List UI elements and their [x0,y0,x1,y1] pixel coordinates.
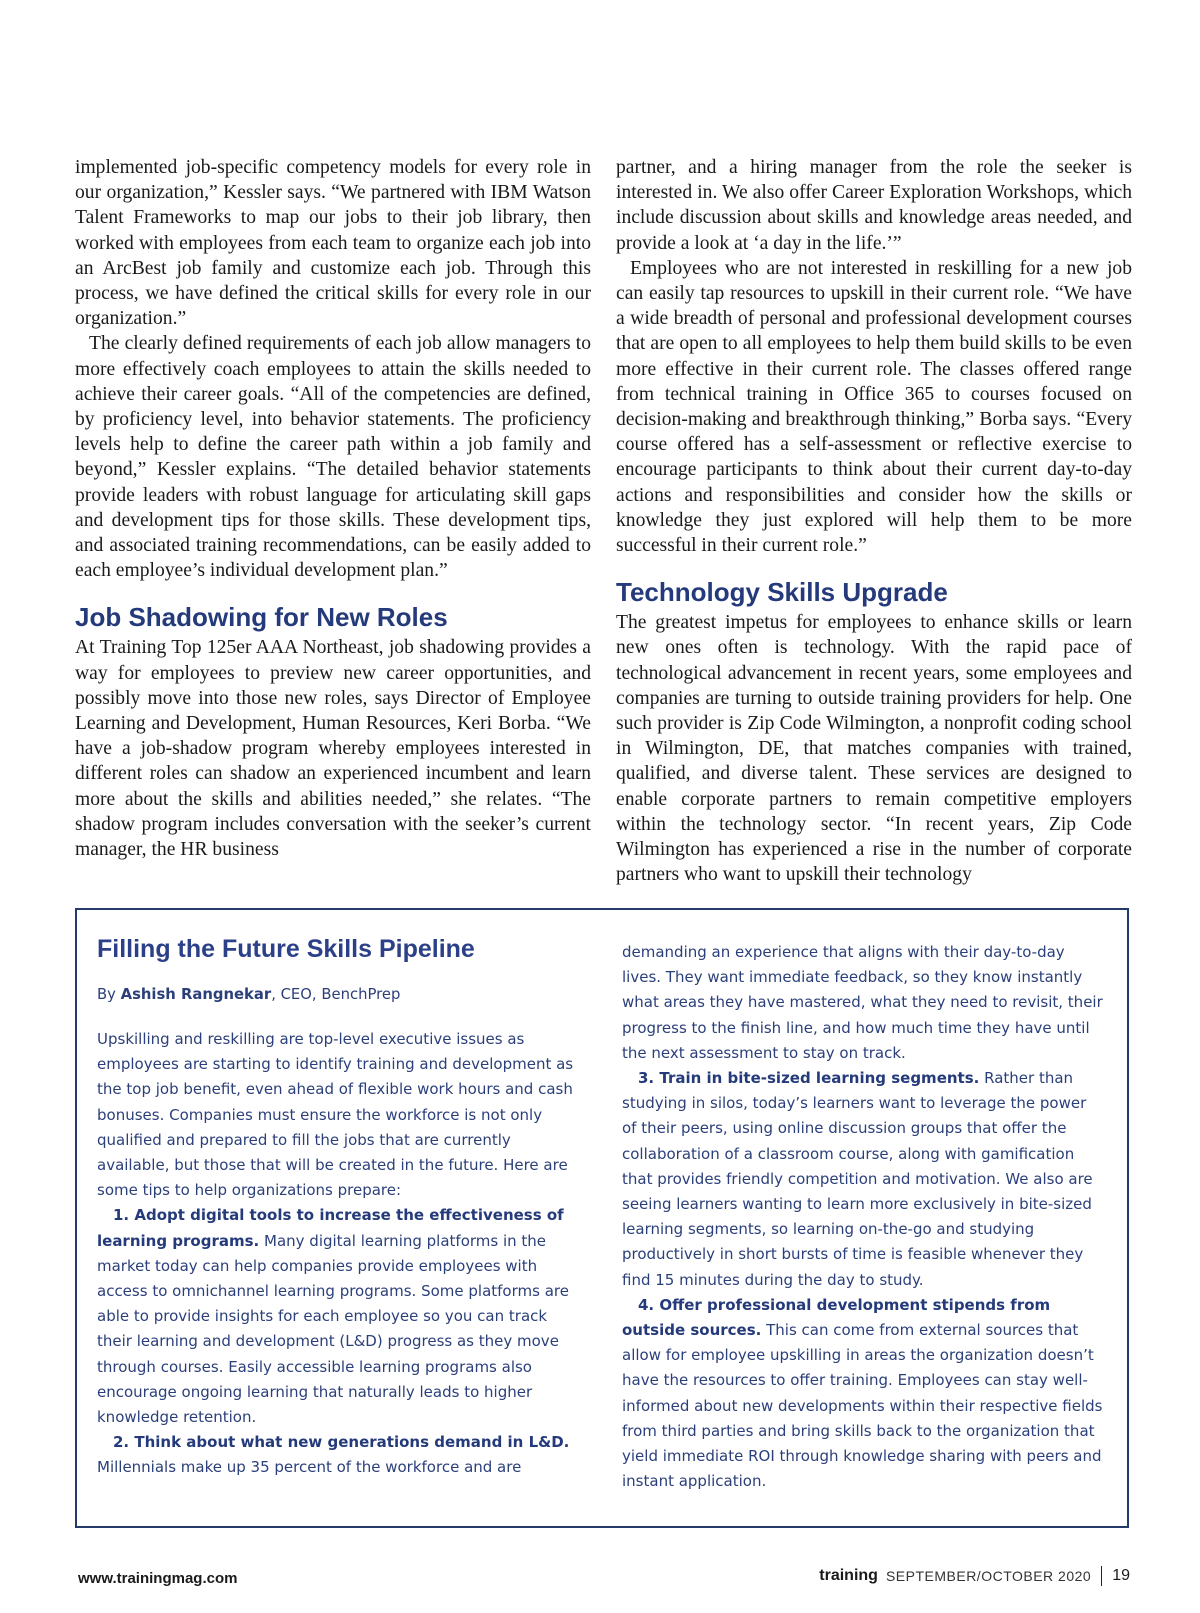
paragraph: The greatest impetus for employees to enhance skills or learn new ones often is technology. With the rapid pace of technological advancement in recent years, some employees and companies are turning to outside training providers for help. One such provider is Zip Code Wilmington, a nonprofit coding school in Wilmington, DE, that matches companies with trained, qualified, and diverse talent. These services are designed to enable corporate partners to remain competitive employers within the technology sector. “In recent years, Zip Code Wilmington has experienced a rise in the number of corporate partners who want to upskill their technology [616,612,1132,886]
tip-lead: 4. Offer professional development stipends from outside sources. [622,1295,1051,1340]
paragraph: partner, and a hiring manager from the role the seeker is interested in. We also offer Career Exploration Workshops, which include discussion about skills and knowledge areas needed, and provide a look at ‘a day in the life.’” [616,157,1132,254]
section-heading-job-shadowing: Job Shadowing for New Roles [75,602,448,633]
footer-divider [1101,1566,1102,1586]
paragraph: At Training Top 125er AAA Northeast, job shadowing provides a way for employees to preview new career opportunities, and possibly move into those new roles, says Director of Employee Learning and Development, Human Resources, Keri Borba. “We have a job-shadow program whereby employees interested in different roles can shadow an experienced incumbent and learn more about the skills and abilities needed,” she relates. “The shadow program includes conversation with the seeker’s current manager, the HR business [75,637,591,861]
tip-lead: 2. Think about what new generations demand in L&D. [113,1433,570,1452]
footer-url: www.trainingmag.com [78,1570,238,1587]
article-column-right [616,155,1132,887]
sidebar-tip-1 [97,1203,579,1430]
paragraph: The clearly defined requirements of each job allow managers to more effectively coach employees to attain the skills needed to achieve their career goals. “All of the competencies are defined, by proficiency level, into behavior statements. The proficiency levels help to define the career path within a job family and beyond,” Kessler explains. “The detailed behavior statements provide leaders with robust language for articulating skill gaps and development tips for those skills. These development tips, and associated training recommendations, can be easily added to each employee’s individual development plan.” [75,333,591,582]
sidebar-title: Filling the Future Skills Pipeline [97,935,475,963]
footer-brand: training [819,1567,878,1584]
sidebar-byline [97,986,579,1003]
sidebar-intro: Upskilling and reskilling are top-level executive issues as employees are starting to identify training and development as the top job benefit, even ahead of flexible work hours and cash bonuses. Companies must ensure the workforce is not only qualified and prepared to fill the jobs that are currently available, but those that will be created in the future. Here are some tips to help organizations prepare: [97,1030,574,1200]
article-column-left [75,155,591,862]
tip-text: Many digital learning platforms in the market today can help companies provide employees with access to omnichannel learning programs. Some platforms are able to provide insights for each employee so you can track their learning and development (L&D) progress as they move through courses. Easily accessible learning programs also encourage ongoing learning that naturally leads to higher knowledge retention. [97,1231,569,1427]
sidebar-tip-4 [622,1293,1104,1495]
tip-lead: 1. Adopt digital tools to increase the effectiveness of learning programs. [97,1206,564,1250]
footer-issue-date: SEPTEMBER/OCTOBER 2020 [885,1568,1092,1584]
footer-issue-info [819,1566,1130,1586]
section-heading-technology: Technology Skills Upgrade [616,577,948,608]
tip-text: This can come from external sources that allow for employee upskilling in areas the organization doesn’t have the resources to offer training. Employees can stay well-informed about new developments within their respective fields from third parties and bring skills back to the organization that yield immediate ROI through knowledge sharing with peers and instant application. [622,1321,1103,1491]
tip-text: Millennials make up 35 percent of the workforce and are [97,1458,522,1477]
byline-role: , CEO, BenchPrep [271,986,401,1003]
tip-lead: 3. Train in bite-sized learning segments. [638,1069,980,1088]
page-footer [78,1566,1130,1590]
tip-text: Rather than studying in silos, today’s learners want to leverage the power of their peers, using online discussion groups that offer the collaboration of a classroom course, along with gamification that provides friendly competition and motivation. We also are seeing learners wanting to learn more exclusively in bite-sized learning segments, so learning on-the-go and studying productively in short bursts of time is feasible whenever they find 15 minutes during the day to study. [622,1069,1093,1289]
byline-prefix: By [97,986,121,1003]
sidebar-tip-2-continued: demanding an experience that aligns with their day-to-day lives. They want immediate feedback, so they know instantly what areas they have mastered, what they need to revisit, their progress to the finish line, and how much time they have until the next assessment to stay on track. [622,943,1103,1062]
sidebar-column-left [97,934,579,1481]
sidebar-tip-2 [97,1430,579,1480]
page-number: 19 [1112,1567,1130,1584]
sidebar-box [75,908,1129,1528]
paragraph: Employees who are not interested in reskilling for a new job can easily tap resources to upskill in their current role. “We have a wide breadth of personal and professional development courses that are open to all employees to help them build skills to be even more effective in their current role. The classes offered range from technical training in Office 365 to courses focused on decision-making and breakthrough thinking,” Borba says. “Every course offered has a self-assessment or reflective exercise to encourage participants to think about their current day-to-day actions and responsibilities and consider how the skills or knowledge they just explored will help them to be more successful in their current role.” [616,257,1132,557]
article-body [75,155,1131,895]
sidebar-column-right [622,940,1104,1494]
sidebar-tip-3 [622,1066,1104,1293]
paragraph: implemented job-specific competency models for every role in our organization,” Kessler says. “We partnered with IBM Watson Talent Frameworks to map our jobs to their job library, then worked with employees from each team to organize each job into an ArcBest job family and customize each job. Through this process, we have defined the critical skills for every role in our organization.” [75,157,591,330]
byline-author: Ashish Rangnekar [120,986,272,1003]
